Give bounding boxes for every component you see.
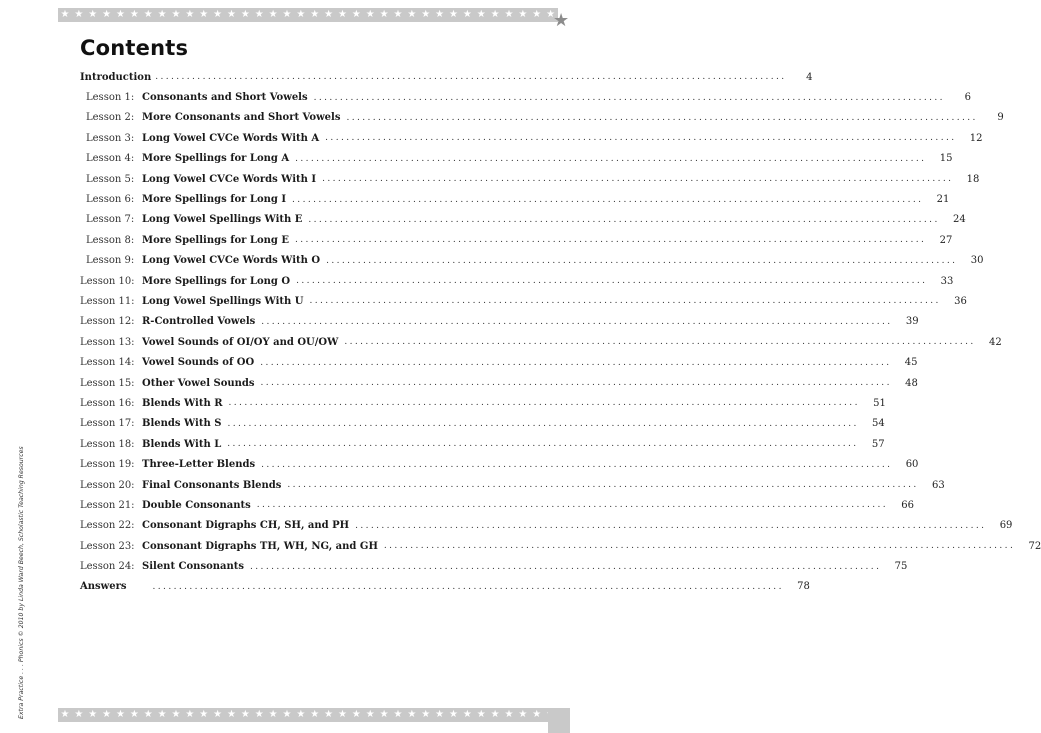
- star-icon: ★: [324, 709, 334, 720]
- star-icon: ★: [407, 709, 417, 720]
- lesson-title: Vowel Sounds of OO: [142, 357, 255, 369]
- star-icon: ★: [393, 9, 403, 20]
- lesson-number: Lesson 8:: [86, 234, 135, 246]
- toc-row-lesson-4[interactable]: [80, 149, 953, 169]
- toc-page-number: 4: [806, 71, 813, 83]
- star-icon: ★: [282, 709, 292, 720]
- lesson-number: Lesson 24:: [80, 561, 135, 573]
- lesson-title: Other Vowel Sounds: [142, 377, 255, 389]
- dot-leader: ........................................................................................................................: [260, 378, 892, 389]
- dot-leader: ........................................................................................................................: [308, 214, 940, 225]
- star-icon: ★: [546, 9, 556, 20]
- lesson-number: Lesson 20:: [80, 479, 135, 491]
- lesson-number: Lesson 23:: [80, 540, 135, 552]
- toc-row-lesson-1[interactable]: [80, 87, 971, 107]
- toc-page-number: 48: [905, 377, 918, 389]
- toc-page-number: 18: [966, 173, 980, 185]
- toc-row-introduction[interactable]: [80, 67, 813, 87]
- star-icon: ★: [462, 9, 472, 20]
- toc-row-lesson-18[interactable]: [80, 434, 885, 454]
- star-icon: ★: [435, 709, 445, 720]
- dot-leader: ........................................................................................................................: [325, 133, 957, 144]
- toc-entry-title: Introduction: [80, 71, 152, 83]
- toc-row-lesson-14[interactable]: [80, 352, 918, 372]
- toc-page-number: 42: [988, 336, 1002, 348]
- lesson-title: Blends With S: [142, 418, 222, 430]
- star-icon: ★: [115, 709, 125, 720]
- star-icon: ★: [143, 9, 153, 20]
- dot-leader: ........................................................................................................................: [227, 418, 859, 429]
- toc-page-number: 12: [969, 132, 983, 144]
- toc-row-lesson-15[interactable]: [80, 373, 918, 393]
- toc-page-number: 21: [936, 194, 950, 206]
- toc-page-number: 15: [939, 153, 953, 165]
- star-icon: ★: [504, 9, 514, 20]
- dot-leader: ........................................................................................................................: [152, 581, 784, 592]
- toc-entry-title: Answers: [80, 581, 127, 593]
- lesson-number: Lesson 11:: [80, 295, 135, 307]
- star-icon: ★: [490, 709, 500, 720]
- star-icon: ★: [324, 9, 334, 20]
- star-icon: ★: [102, 9, 112, 20]
- toc-row-lesson-7[interactable]: [80, 210, 966, 230]
- dot-leader: ........................................................................................................................: [309, 296, 941, 307]
- lesson-number: Lesson 12:: [80, 316, 135, 328]
- toc-row-lesson-22[interactable]: [80, 516, 1013, 536]
- toc-page-number: 63: [931, 479, 945, 491]
- star-icon: ★: [518, 709, 528, 720]
- dot-leader: ........................................................................................................................: [261, 459, 893, 470]
- toc-page-number: 6: [964, 92, 971, 104]
- star-icon: ★: [254, 9, 264, 20]
- toc-page-number: 78: [797, 581, 810, 593]
- lesson-title: Double Consonants: [142, 499, 251, 511]
- toc-page-number: 69: [999, 520, 1013, 532]
- dot-leader: ........................................................................................................................: [155, 72, 787, 83]
- dot-leader: ........................................................................................................................: [355, 520, 987, 531]
- lesson-title: Consonants and Short Vowels: [142, 92, 308, 104]
- toc-page-number: 39: [905, 316, 919, 328]
- lesson-number: Lesson 14:: [80, 357, 135, 369]
- lesson-title: Three-Letter Blends: [142, 459, 256, 471]
- toc-page-number: 30: [970, 255, 984, 267]
- dot-leader: ........................................................................................................................: [228, 398, 860, 409]
- dot-leader: ........................................................................................................................: [326, 255, 958, 266]
- top-star-border: [58, 8, 558, 22]
- lesson-number: Lesson 19:: [80, 459, 135, 471]
- lesson-title: Consonant Digraphs TH, WH, NG, and GH: [142, 540, 378, 552]
- toc-page-number: 72: [1028, 540, 1041, 552]
- star-icon: ★: [476, 709, 486, 720]
- dot-leader: ........................................................................................................................: [260, 357, 892, 368]
- corner-star-icon: ★: [553, 10, 570, 31]
- star-icon: ★: [199, 709, 209, 720]
- dot-leader: ........................................................................................................................: [295, 235, 927, 246]
- star-icon: ★: [185, 709, 195, 720]
- lesson-number: Lesson 16:: [80, 397, 135, 409]
- lesson-number: Lesson 5:: [86, 173, 135, 185]
- dot-leader: ........................................................................................................................: [261, 316, 893, 327]
- copyright-credit: Extra Practice . . . Phonics © 2010 by Linda Ward Beech, Scholastic Teaching Resources: [18, 446, 25, 719]
- star-icon: ★: [268, 709, 278, 720]
- lesson-title: Long Vowel CVCe Words With O: [142, 255, 321, 267]
- star-icon: ★: [296, 709, 306, 720]
- star-icon: ★: [393, 709, 403, 720]
- star-icon: ★: [143, 709, 153, 720]
- star-icon: ★: [379, 709, 389, 720]
- toc-row-lesson-11[interactable]: [80, 291, 967, 311]
- lesson-number: Lesson 3:: [86, 132, 135, 144]
- toc-row-lesson-10[interactable]: [80, 271, 954, 291]
- lesson-title: Blends With R: [142, 397, 223, 409]
- lesson-title: More Spellings for Long O: [142, 275, 291, 287]
- star-icon: ★: [129, 709, 139, 720]
- table-of-contents: [80, 67, 1041, 597]
- star-icon: ★: [213, 709, 223, 720]
- lesson-title: Long Vowel CVCe Words With A: [142, 132, 320, 144]
- star-icon: ★: [199, 9, 209, 20]
- toc-page-number: 66: [901, 499, 915, 511]
- toc-row-lesson-12[interactable]: [80, 312, 919, 332]
- lesson-number: Lesson 1:: [86, 92, 135, 104]
- lesson-number: Lesson 15:: [80, 377, 135, 389]
- star-icon: ★: [60, 9, 70, 20]
- star-icon: ★: [157, 9, 167, 20]
- star-icon: ★: [462, 709, 472, 720]
- toc-row-lesson-8[interactable]: [80, 230, 953, 250]
- lesson-title: R-Controlled Vowels: [142, 316, 256, 328]
- page-corner-tab: [548, 708, 570, 733]
- lesson-title: Long Vowel Spellings With U: [142, 295, 304, 307]
- page-title: Contents: [80, 36, 189, 60]
- toc-page-number: 27: [939, 234, 953, 246]
- lesson-title: Silent Consonants: [142, 561, 245, 573]
- lesson-number: Lesson 22:: [80, 520, 135, 532]
- star-icon: ★: [365, 709, 375, 720]
- star-icon: ★: [435, 9, 445, 20]
- star-icon: ★: [448, 9, 458, 20]
- toc-row-lesson-2[interactable]: [80, 108, 1004, 128]
- star-icon: ★: [490, 9, 500, 20]
- star-icon: ★: [310, 9, 320, 20]
- star-icon: ★: [532, 709, 542, 720]
- dot-leader: ........................................................................................................................: [256, 500, 889, 511]
- toc-row-lesson-20[interactable]: [80, 475, 945, 495]
- star-icon: ★: [407, 9, 417, 20]
- toc-row-lesson-24[interactable]: [80, 556, 908, 576]
- star-icon: ★: [518, 9, 528, 20]
- bottom-star-border: [58, 708, 558, 722]
- dot-leader: ........................................................................................................................: [383, 541, 1016, 552]
- star-icon: ★: [476, 9, 486, 20]
- lesson-title: More Spellings for Long E: [142, 234, 289, 246]
- star-icon: ★: [296, 9, 306, 20]
- toc-page-number: 57: [871, 438, 885, 450]
- toc-page-number: 36: [954, 295, 967, 307]
- star-icon: ★: [421, 709, 431, 720]
- dot-leader: ........................................................................................................................: [292, 194, 924, 205]
- lesson-number: Lesson 18:: [80, 438, 135, 450]
- toc-row-lesson-9[interactable]: [80, 251, 984, 271]
- star-icon: ★: [213, 9, 223, 20]
- star-icon: ★: [74, 709, 84, 720]
- toc-page-number: 75: [894, 561, 908, 573]
- lesson-number: Lesson 10:: [80, 275, 135, 287]
- star-icon: ★: [365, 9, 375, 20]
- star-icon: ★: [240, 709, 250, 720]
- toc-row-lesson-16[interactable]: [80, 393, 886, 413]
- star-icon: ★: [337, 9, 347, 20]
- lesson-title: Consonant Digraphs CH, SH, and PH: [142, 520, 350, 532]
- dot-leader: ........................................................................................................................: [344, 337, 976, 348]
- lesson-title: Blends With L: [142, 438, 222, 450]
- star-icon: ★: [421, 9, 431, 20]
- toc-page-number: 45: [904, 357, 918, 369]
- lesson-title: Long Vowel CVCe Words With I: [142, 173, 317, 185]
- toc-row-lesson-5[interactable]: [80, 169, 980, 189]
- toc-row-answers[interactable]: [80, 577, 810, 597]
- dot-leader: ........................................................................................................................: [296, 276, 928, 287]
- lesson-number: Lesson 9:: [86, 255, 135, 267]
- toc-row-lesson-17[interactable]: [80, 414, 885, 434]
- star-icon: ★: [88, 9, 98, 20]
- star-icon: ★: [129, 9, 139, 20]
- dot-leader: ........................................................................................................................: [346, 112, 978, 123]
- lesson-title: Vowel Sounds of OI/OY and OU/OW: [142, 336, 339, 348]
- toc-row-lesson-6[interactable]: [80, 189, 950, 209]
- lesson-number: Lesson 21:: [80, 499, 135, 511]
- star-icon: ★: [379, 9, 389, 20]
- star-icon: ★: [351, 9, 361, 20]
- star-icon: ★: [74, 9, 84, 20]
- toc-row-lesson-19[interactable]: [80, 454, 919, 474]
- lesson-number: Lesson 4:: [86, 153, 135, 165]
- lesson-title: More Spellings for Long A: [142, 153, 290, 165]
- star-icon: ★: [448, 709, 458, 720]
- dot-leader: ........................................................................................................................: [227, 439, 859, 450]
- star-icon: ★: [185, 9, 195, 20]
- star-icon: ★: [337, 709, 347, 720]
- lesson-number: Lesson 2:: [86, 112, 135, 124]
- lesson-number: Lesson 17:: [80, 418, 135, 430]
- toc-page-number: 33: [940, 275, 954, 287]
- toc-page-number: 54: [872, 418, 885, 430]
- toc-row-lesson-3[interactable]: [80, 128, 983, 148]
- star-icon: ★: [282, 9, 292, 20]
- star-icon: ★: [102, 709, 112, 720]
- lesson-number: Lesson 7:: [86, 214, 135, 226]
- dot-leader: ........................................................................................................................: [295, 153, 927, 164]
- star-icon: ★: [157, 709, 167, 720]
- star-icon: ★: [60, 709, 70, 720]
- star-icon: ★: [268, 9, 278, 20]
- star-icon: ★: [115, 9, 125, 20]
- toc-page-number: 60: [905, 459, 919, 471]
- toc-page-number: 51: [873, 397, 886, 409]
- dot-leader: ........................................................................................................................: [287, 480, 919, 490]
- lesson-number: Lesson 6:: [86, 194, 135, 206]
- star-icon: ★: [226, 709, 236, 720]
- dot-leader: ........................................................................................................................: [313, 92, 945, 103]
- lesson-title: Long Vowel Spellings With E: [142, 214, 303, 226]
- star-icon: ★: [171, 9, 181, 20]
- toc-row-lesson-21[interactable]: [80, 495, 915, 515]
- star-icon: ★: [254, 709, 264, 720]
- lesson-title: More Spellings for Long I: [142, 194, 287, 206]
- toc-page-number: 24: [952, 214, 966, 226]
- star-icon: ★: [310, 709, 320, 720]
- star-icon: ★: [504, 709, 514, 720]
- star-icon: ★: [532, 9, 542, 20]
- lesson-title: More Consonants and Short Vowels: [142, 112, 341, 124]
- star-icon: ★: [88, 709, 98, 720]
- toc-page-number: 9: [997, 112, 1004, 124]
- star-icon: ★: [171, 709, 181, 720]
- star-icon: ★: [240, 9, 250, 20]
- dot-leader: ........................................................................................................................: [322, 174, 954, 185]
- toc-row-lesson-23[interactable]: [80, 536, 1041, 556]
- lesson-title: Final Consonants Blends: [142, 479, 282, 491]
- dot-leader: ........................................................................................................................: [250, 561, 882, 572]
- toc-row-lesson-13[interactable]: [80, 332, 1002, 352]
- star-icon: ★: [226, 9, 236, 20]
- star-icon: ★: [351, 709, 361, 720]
- lesson-number: Lesson 13:: [80, 336, 135, 348]
